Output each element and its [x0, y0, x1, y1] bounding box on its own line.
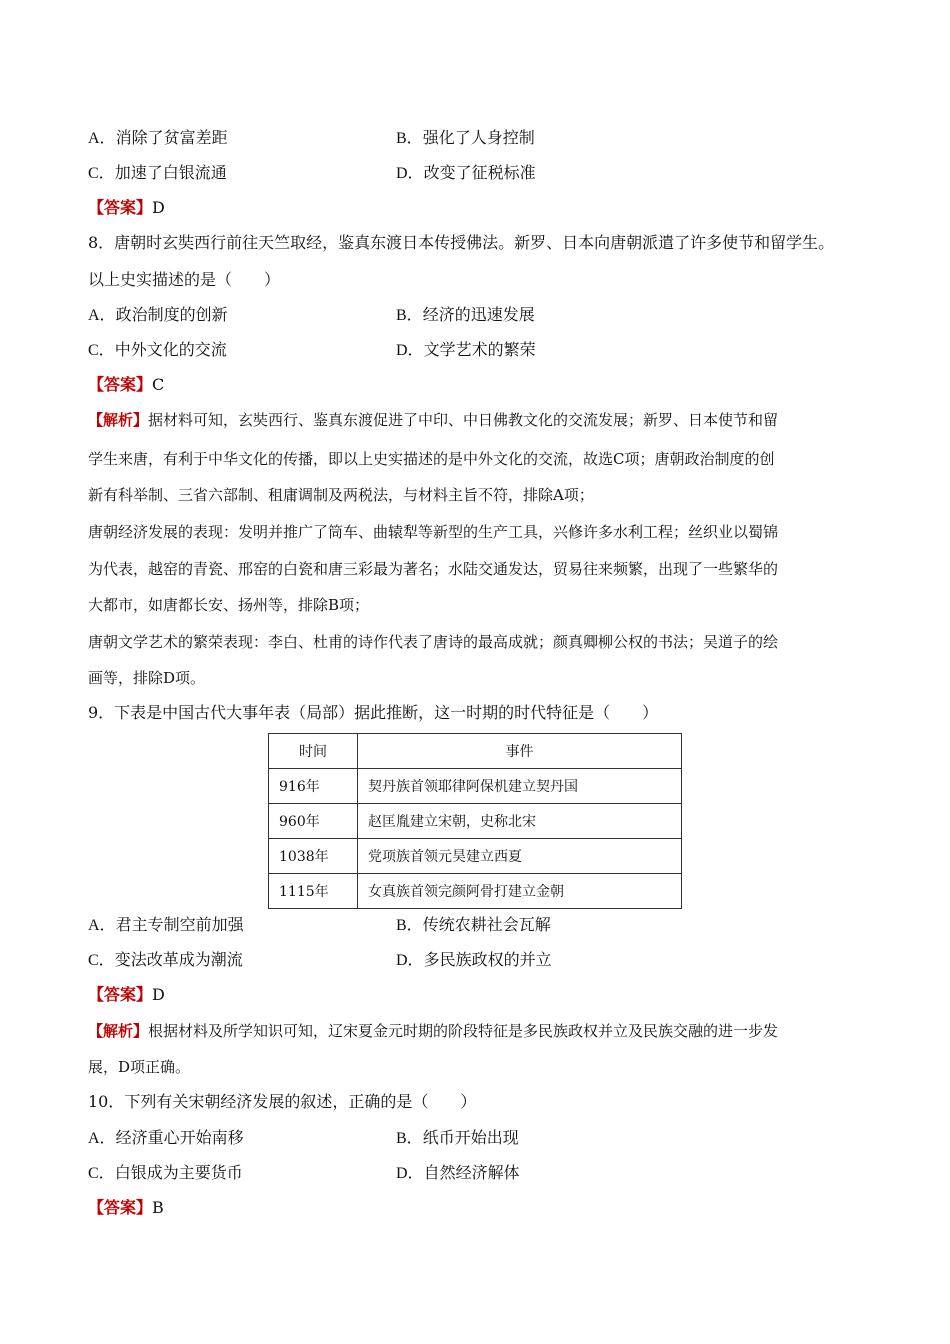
- q9-analysis-line-1: 【解析】根据材料及所学知识可知，辽宋夏金元时期的阶段特征是多民族政权并立及民族交融的进一步发: [88, 1022, 779, 1040]
- q9-option-a: A．君主专制空前加强: [88, 915, 244, 934]
- q8-option-b: B．经济的迅速发展: [396, 305, 535, 324]
- q8-analysis-line-6: 大都市，如唐都长安、扬州等，排除B项；: [88, 596, 370, 614]
- q9-event-table: [268, 733, 682, 909]
- q9-stem: 9．下表是中国古代大事年表（局部）据此推断，这一时期的时代特征是（ ）: [88, 703, 659, 722]
- table-row: [269, 874, 682, 909]
- q8-stem-line1: 8．唐朝时玄奘西行前往天竺取经，鉴真东渡日本传授佛法。新罗、日本向唐朝派遣了许多使节和留学生。: [88, 233, 835, 252]
- q10-option-b: B．纸币开始出现: [396, 1128, 519, 1147]
- table-cell-event: 赵匡胤建立宋朝，史称北宋: [358, 804, 682, 839]
- table-row: [269, 839, 682, 874]
- table-row: [269, 769, 682, 804]
- q10-option-c: C．白银成为主要货币: [88, 1163, 243, 1182]
- q8-analysis-line-3: 新有科举制、三省六部制、租庸调制及两税法，与材料主旨不符，排除A项；: [88, 486, 594, 504]
- q9-option-b: B．传统农耕社会瓦解: [396, 915, 551, 934]
- q8-analysis-line-5: 为代表，越窑的青瓷、邢窑的白瓷和唐三彩最为著名；水陆交通发达，贸易往来频繁，出现了一些繁华的: [88, 560, 779, 578]
- q10-option-a: A．经济重心开始南移: [88, 1128, 244, 1147]
- q7-option-d: D．改变了征税标准: [396, 163, 536, 182]
- table-row: [269, 804, 682, 839]
- table-header-time: 时间: [269, 734, 358, 769]
- table-cell-time: 1115年: [269, 874, 358, 909]
- q8-option-a: A．政治制度的创新: [88, 305, 228, 324]
- q9-analysis-line-2: 展，D项正确。: [88, 1058, 191, 1076]
- table-header-row: [269, 734, 682, 769]
- q9-answer: 【答案】D: [88, 985, 165, 1004]
- q8-analysis-line-1: 【解析】据材料可知，玄奘西行、鉴真东渡促进了中印、中日佛教文化的交流发展；新罗、日本使节和留: [88, 411, 779, 429]
- table-header-event: 事件: [358, 734, 682, 769]
- q10-answer: 【答案】B: [88, 1198, 164, 1217]
- table-cell-event: 党项族首领元昊建立西夏: [358, 839, 682, 874]
- q9-option-c: C．变法改革成为潮流: [88, 950, 243, 969]
- table-cell-time: 1038年: [269, 839, 358, 874]
- q8-analysis-line-8: 画等，排除D项。: [88, 669, 206, 687]
- q8-analysis-line-7: 唐朝文学艺术的繁荣表现：李白、杜甫的诗作代表了唐诗的最高成就；颜真卿柳公权的书法；吴道子的绘: [88, 633, 779, 651]
- q8-option-c: C．中外文化的交流: [88, 340, 227, 359]
- q9-option-d: D．多民族政权的并立: [396, 950, 552, 969]
- table-cell-event: 女真族首领完颜阿骨打建立金朝: [358, 874, 682, 909]
- table-cell-time: 960年: [269, 804, 358, 839]
- table-cell-event: 契丹族首领耶律阿保机建立契丹国: [358, 769, 682, 804]
- q8-analysis-line-2: 学生来唐，有利于中华文化的传播，即以上史实描述的是中外文化的交流，故选C项；唐朝政治制度的创: [88, 450, 775, 468]
- table-cell-time: 916年: [269, 769, 358, 804]
- q8-stem-line2: 以上史实描述的是（ ）: [88, 270, 281, 289]
- q7-option-a: A．消除了贫富差距: [88, 128, 228, 147]
- q7-option-b: B．强化了人身控制: [396, 128, 535, 147]
- q8-answer: 【答案】C: [88, 375, 165, 394]
- q7-option-c: C．加速了白银流通: [88, 163, 227, 182]
- q7-answer: 【答案】D: [88, 198, 165, 217]
- q10-option-d: D．自然经济解体: [396, 1163, 520, 1182]
- q8-option-d: D．文学艺术的繁荣: [396, 340, 536, 359]
- q10-stem: 10．下列有关宋朝经济发展的叙述，正确的是（ ）: [88, 1092, 477, 1111]
- q8-analysis-line-4: 唐朝经济发展的表现：发明并推广了筒车、曲辕犁等新型的生产工具，兴修许多水利工程；丝织业以蜀锦: [88, 523, 779, 541]
